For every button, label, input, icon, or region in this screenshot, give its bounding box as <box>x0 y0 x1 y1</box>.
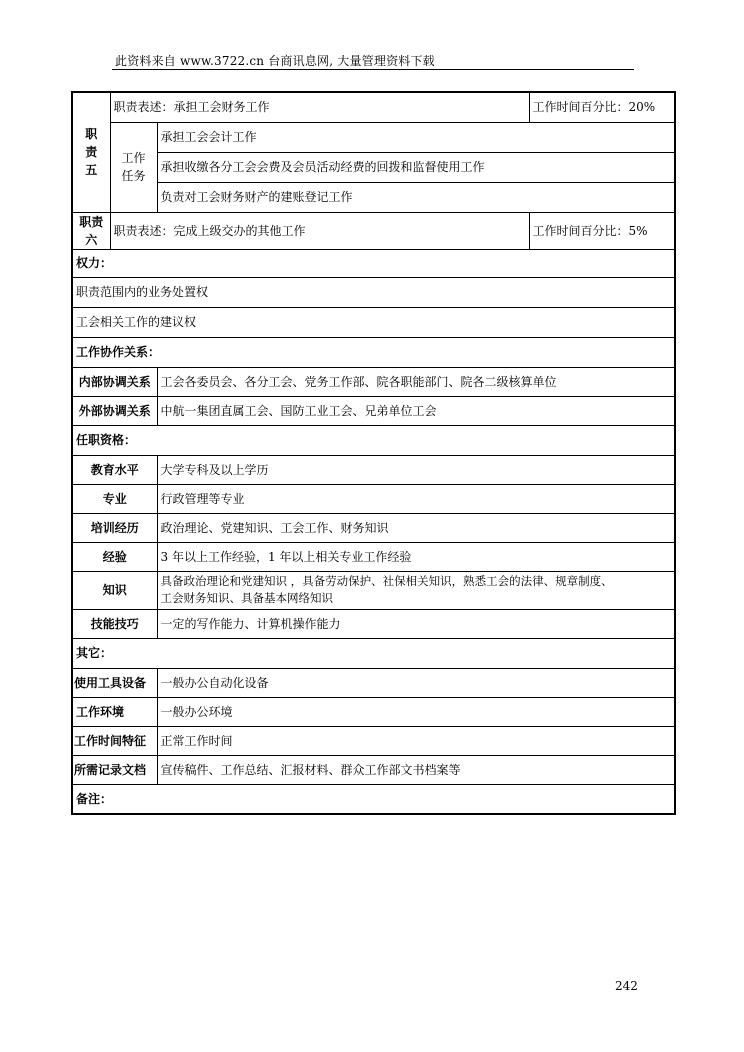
experience-label: 经验 <box>72 542 157 571</box>
external-coordination-label: 外部协调关系 <box>72 396 157 425</box>
page-header: 此资料来自 www.3722.cn 台商讯息网, 大量管理资料下载 <box>115 54 435 68</box>
authority-title: 权力： <box>72 249 675 277</box>
training-label: 培训经历 <box>72 513 157 542</box>
tools-label: 使用工具设备 <box>72 668 157 697</box>
qualification-title: 任职资格： <box>72 425 675 455</box>
duty5-task-3: 负责对工会财务财产的建账登记工作 <box>157 182 675 212</box>
experience-value: 3 年以上工作经验，1 年以上相关专业工作经验 <box>157 542 675 571</box>
other-title: 其它： <box>72 638 675 668</box>
internal-coordination-value: 工会各委员会、各分工会、党务工作部、院各职能部门、院各二级核算单位 <box>157 367 675 396</box>
education-value: 大学专科及以上学历 <box>157 455 675 484</box>
internal-coordination-label: 内部协调关系 <box>72 367 157 396</box>
external-coordination-value: 中航一集团直属工会、国防工业工会、兄弟单位工会 <box>157 396 675 425</box>
page-number: 242 <box>615 979 638 993</box>
records-value: 宣传稿件、工作总结、汇报材料、群众工作部文书档案等 <box>157 755 675 784</box>
environment-value: 一般办公环境 <box>157 697 675 726</box>
duty5-statement: 职责表述：承担工会财务工作 <box>110 92 529 122</box>
work-time-value: 正常工作时间 <box>157 726 675 755</box>
major-label: 专业 <box>72 484 157 513</box>
job-description-table <box>71 91 676 815</box>
major-value: 行政管理等专业 <box>157 484 675 513</box>
duty5-percent: 工作时间百分比：20% <box>529 92 675 122</box>
skills-label: 技能技巧 <box>72 609 157 638</box>
header-rule <box>112 69 634 70</box>
work-time-label: 工作时间特征 <box>72 726 157 755</box>
duty5-label: 职 责 五 <box>72 92 110 212</box>
duty5-task-2: 承担收缴各分工会会费及会员活动经费的回拨和监督使用工作 <box>157 152 675 182</box>
knowledge-value: 具备政治理论和党建知识 ，具备劳动保护、社保相关知识，熟悉工会的法律、规章制度、 工会财务知识、具备基本网络知识 <box>157 571 675 609</box>
authority-item-2: 工会相关工作的建议权 <box>72 307 675 337</box>
training-value: 政治理论、党建知识、工会工作、财务知识 <box>157 513 675 542</box>
education-label: 教育水平 <box>72 455 157 484</box>
duty6-percent: 工作时间百分比：5% <box>529 212 675 249</box>
duty6-statement: 职责表述：完成上级交办的其他工作 <box>110 212 529 249</box>
knowledge-label: 知识 <box>72 571 157 609</box>
duty5-task-1: 承担工会会计工作 <box>157 122 675 152</box>
duty5-task-label: 工作 任务 <box>110 122 157 212</box>
cooperation-title: 工作协作关系： <box>72 337 675 367</box>
skills-value: 一定的写作能力、计算机操作能力 <box>157 609 675 638</box>
duty6-label: 职责 六 <box>72 212 110 249</box>
tools-value: 一般办公自动化设备 <box>157 668 675 697</box>
authority-item-1: 职责范围内的业务处置权 <box>72 277 675 307</box>
environment-label: 工作环境 <box>72 697 157 726</box>
records-label: 所需记录文档 <box>72 755 157 784</box>
remarks-title: 备注： <box>72 784 675 814</box>
